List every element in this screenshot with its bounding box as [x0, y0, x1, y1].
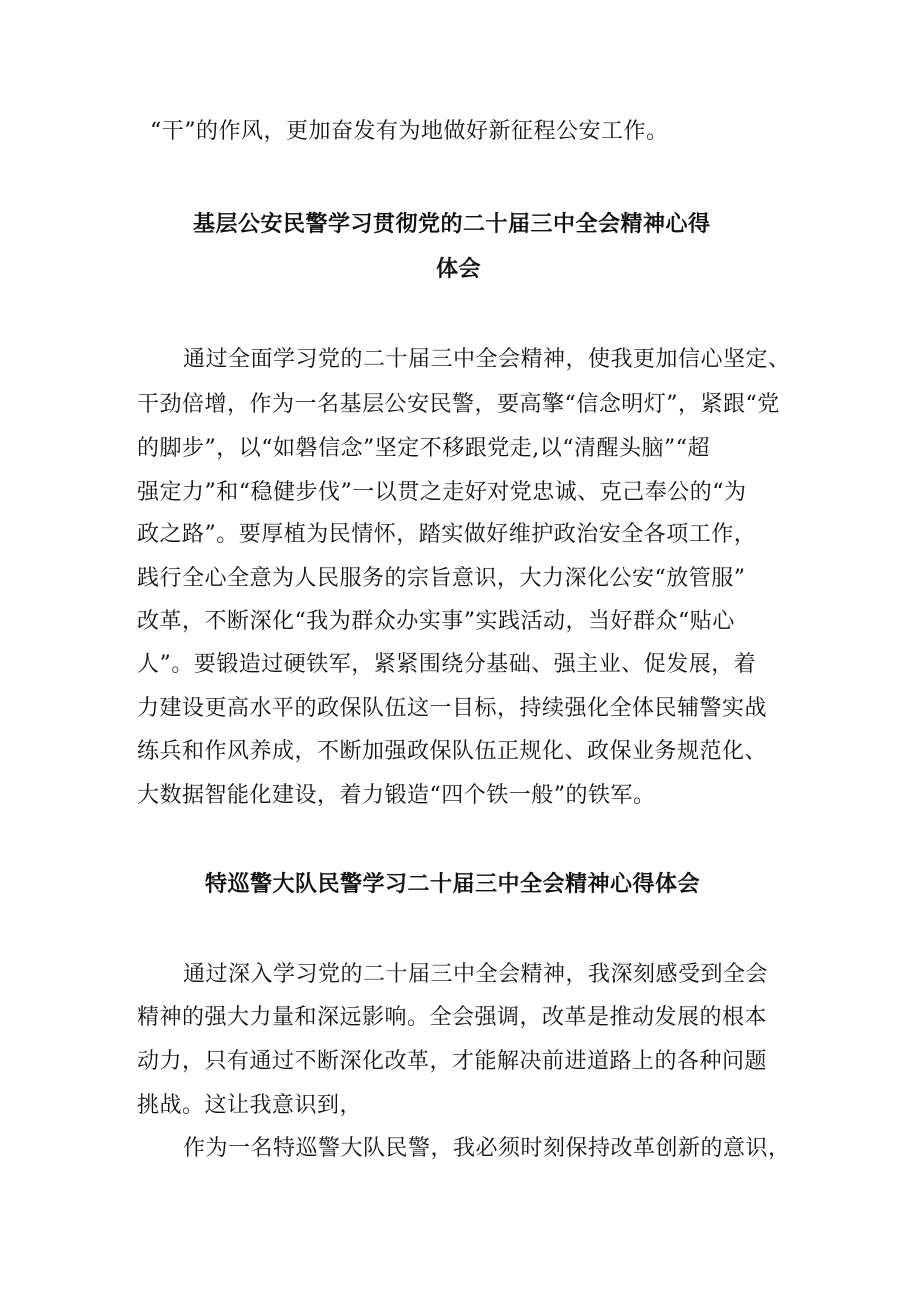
- section2-line-3: 动力，只有通过不断深化改革，才能解决前进道路上的各种问题: [137, 1049, 768, 1074]
- section1-line-11: 大数据智能化建设，着力锻造“四个铁一般”的铁军。: [137, 783, 656, 808]
- section1-line-9: 力建设更高水平的政保队伍这一目标，持续强化全体民辅警实战: [137, 696, 768, 721]
- section1-line-10: 练兵和作风养成，不断加强政保队伍正规化、政保业务规范化、: [137, 739, 768, 764]
- section1-line-6: 践行全心全意为人民服务的宗旨意识，大力深化公安“放管服”: [137, 566, 746, 591]
- section1-line-3: 的脚步”，以“如磐信念”坚定不移跟党走,以“清醒头脑”“超: [137, 436, 710, 461]
- section2-line-1: 通过深入学习党的二十届三中全会精神，我深刻感受到全会: [183, 962, 769, 987]
- section2-line-2: 精神的强大力量和深远影响。全会强调，改革是推动发展的根本: [137, 1005, 768, 1030]
- section2-line-4: 挑战。这让我意识到，: [137, 1093, 363, 1118]
- section1-line-5: 政之路”。要厚植为民情怀，踏实做好维护政治安全各项工作，: [137, 522, 757, 547]
- carryover-line: “干”的作风，更加奋发有为地做好新征程公安工作。: [150, 119, 669, 144]
- section1-line-1: 通过全面学习党的二十届三中全会精神，使我更加信心坚定、: [183, 347, 791, 372]
- section1-title-line1: 基层公安民警学习贯彻党的二十届三中全会精神心得: [193, 212, 711, 237]
- section1-line-2: 干劲倍增，作为一名基层公安民警，要高擎“信念明灯”，紧跟“党: [137, 392, 780, 417]
- section1-line-7: 改革，不断深化“我为群众办实事”实践活动，当好群众“贴心: [137, 609, 735, 634]
- section2-title: 特巡警大队民警学习二十届三中全会精神心得体会: [205, 872, 701, 897]
- section1-line-8: 人”。要锻造过硬铁军，紧紧围绕分基础、强主业、促发展，着: [137, 652, 757, 677]
- section2-line-5: 作为一名特巡警大队民警，我必须时刻保持改革创新的意识，: [183, 1136, 791, 1161]
- section1-line-4: 强定力”和“稳健步伐”一以贯之走好对党忠诚、克己奉公的“为: [137, 480, 747, 505]
- section1-title-line2: 体会: [436, 257, 482, 282]
